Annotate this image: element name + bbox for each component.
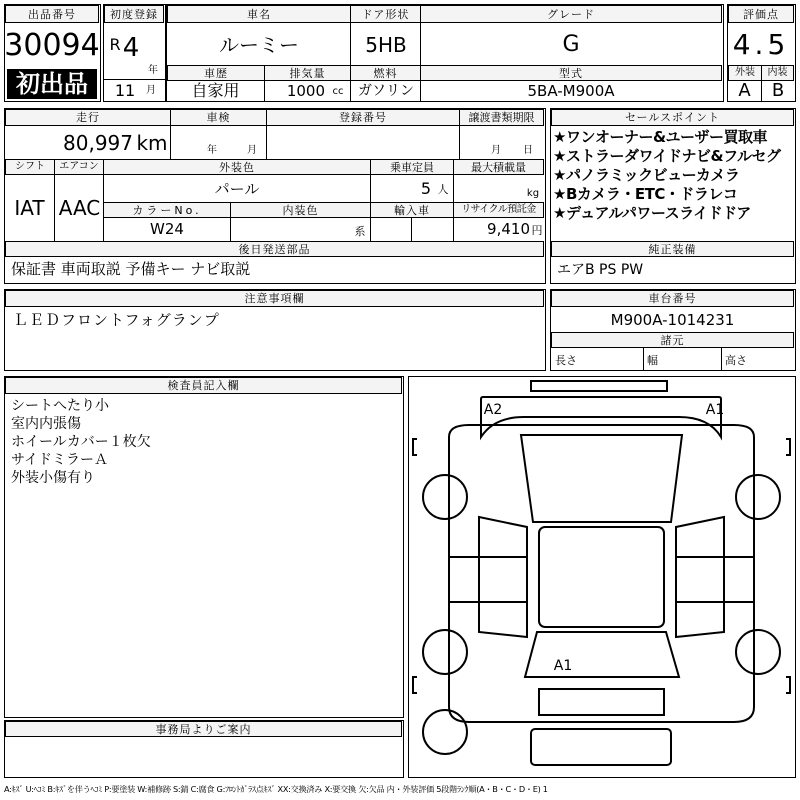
caution-header: 注意事項欄 [5,290,544,307]
inspector-note: シートへたり小 [11,398,109,414]
mileage-value: 80,997 [63,131,133,155]
spare-wheel-shape [423,710,467,754]
caution-value: ＬＥＤフロントフォグランプ [13,310,220,329]
sales-point-item: ★Bカメラ・ETC・ドラレコ [553,185,738,203]
rear-glass-shape [525,632,679,677]
sales-point-item: ★パノラミックビューカメラ [553,166,740,184]
car-name: ルーミー [219,33,299,57]
sales-point-item: ★ストラーダワイドナビ&フルセグ [553,147,781,165]
color-no-value: W24 [150,220,184,238]
first-listing-badge: 初出品 [7,69,97,99]
inspector-note: ホイールカバー１枚欠 [11,434,151,450]
inspection-month-unit: 月 [247,145,257,156]
door-header: ドア形状 [350,5,421,23]
interior-score-header: 内装 [761,65,794,81]
spec-height-label: 高さ [725,353,747,367]
roof-shape [539,527,664,627]
deadline-month-unit: 月 [491,145,501,156]
first-registration-header: 初度登録 [104,5,164,23]
left-window-shape [479,517,527,637]
inspector-notes [11,397,396,487]
lot-section [4,4,101,102]
max-load-header: 最大積載量 [453,159,544,175]
history-header: 車歴 [167,65,265,81]
wheel-front-right-shape [736,475,780,519]
displacement-unit: cc [332,86,344,97]
right-window-shape [676,517,724,637]
wheel-rear-right-shape [736,630,780,674]
exterior-score-header: 外装 [728,65,762,81]
aircon-header: エアコン [54,159,104,175]
damage-mark-a1-front: A1 [705,402,725,418]
reg-no-header: 登録番号 [266,109,460,126]
later-parts-header: 後日発送部品 [5,241,544,257]
sales-point-item: ★ワンオーナー&ユーザー買取車 [553,128,768,146]
spec-width-label: 幅 [647,353,658,367]
score-header: 評価点 [728,5,794,23]
mileage-unit: km [136,131,168,155]
displacement-header: 排気量 [264,65,351,81]
inspector-section [4,376,404,718]
recycle-value: 9,410 [487,220,530,238]
reg-year: 4 [122,33,140,63]
rear-bumper-shape [531,729,671,765]
exterior-color-value: パール [214,179,260,198]
max-load-unit: kg [526,188,540,199]
car-name-header: 車名 [167,5,351,23]
capacity-header: 乗車定員 [370,159,454,175]
history-value: 自家用 [191,81,240,100]
inspector-note: サイドミラーＡ [11,452,109,468]
details-section [4,108,546,284]
exterior-score: A [738,80,751,101]
color-no-header: カラーNo. [103,202,231,218]
office-section [4,720,404,778]
car-diagram-section [408,376,796,778]
year-unit: 年 [148,65,158,76]
inspector-note: 室内内張傷 [11,416,81,432]
model-value: 5BA-M900A [527,81,615,100]
interior-color-header: 内装色 [230,202,371,218]
recycle-header: リサイクル預託金 [453,202,544,218]
shift-header: シフト [5,159,55,175]
inspector-header: 検査員記入欄 [5,377,402,394]
tailgate-shape [539,689,664,715]
car-diagram [409,377,794,776]
mileage-header: 走行 [5,109,171,126]
inspection-year-unit: 年 [207,145,217,156]
damage-mark-a2: A2 [483,402,503,418]
caution-section [4,289,546,371]
score-section [727,4,796,102]
office-header: 事務局よりご案内 [5,721,402,737]
front-panel-shape [481,397,721,437]
sales-points-header: セールスポイント [551,109,794,126]
score-value: 4.5 [732,28,790,61]
transfer-deadline-header: 譲渡書類期限 [459,109,544,126]
inspector-note: 外装小傷有り [11,470,95,486]
capacity-value: 5 [420,179,431,198]
damage-mark-a1-rear: A1 [553,658,573,674]
month-unit: 月 [146,85,156,96]
import-header: 輸入車 [370,202,454,218]
lot-number: 30094 [4,28,100,63]
recycle-unit: 円 [531,223,543,237]
aircon-value: AAC [58,196,101,220]
era-label: R [109,35,121,54]
interior-score: B [771,80,785,101]
front-bumper-shape [531,381,667,391]
displacement-value: 1000 [286,81,325,100]
sales-point-item: ★デュアルパワースライドドア [553,204,751,222]
capacity-unit: 人 [437,182,449,196]
later-parts-value: 保証書 車両取説 予備キー ナビ取説 [11,260,251,278]
door-type: 5HB [365,33,407,57]
interior-color-unit: 系 [354,224,366,238]
first-registration-section [103,4,166,102]
shift-value: IAT [14,196,45,220]
deadline-day-unit: 日 [523,145,533,156]
sales-points-list [553,128,793,223]
lot-header: 出品番号 [5,5,99,23]
equipment-header: 純正装備 [551,241,794,257]
sales-points-section [550,108,796,284]
specs-header: 諸元 [551,332,794,348]
middle-top-section [166,4,724,102]
legend-text: A:ｷｽﾞ U:ﾍｺﾐ B:ｷｽﾞを伴うﾍｺﾐ P:要塗装 W:補修跡 S:錆 C:腐食 G:ﾌﾛﾝﾄｶﾞﾗｽ点ｷｽﾞ XX:交換済み X:要交換 欠:欠品 内・外装評価 5段階ﾗﾝｸ順(A・B・C・D・E) 1 [4,783,548,794]
spec-length-label: 長さ [555,353,577,367]
chassis-value: M900A-1014231 [610,310,735,329]
exterior-color-header: 外装色 [103,159,371,175]
windshield-shape [521,435,682,522]
grade-value: G [562,32,580,57]
grade-header: グレード [420,5,722,23]
chassis-header: 車台番号 [551,290,794,307]
chassis-section [550,289,796,371]
inspection-header: 車検 [170,109,267,126]
reg-month: 11 [114,81,136,100]
fuel-header: 燃料 [350,65,421,81]
fuel-value: ガソリン [358,83,414,99]
wheel-front-left-shape [423,475,467,519]
equipment-value: エアB PS PW [557,261,644,278]
wheel-rear-left-shape [423,630,467,674]
model-header: 型式 [420,65,722,81]
